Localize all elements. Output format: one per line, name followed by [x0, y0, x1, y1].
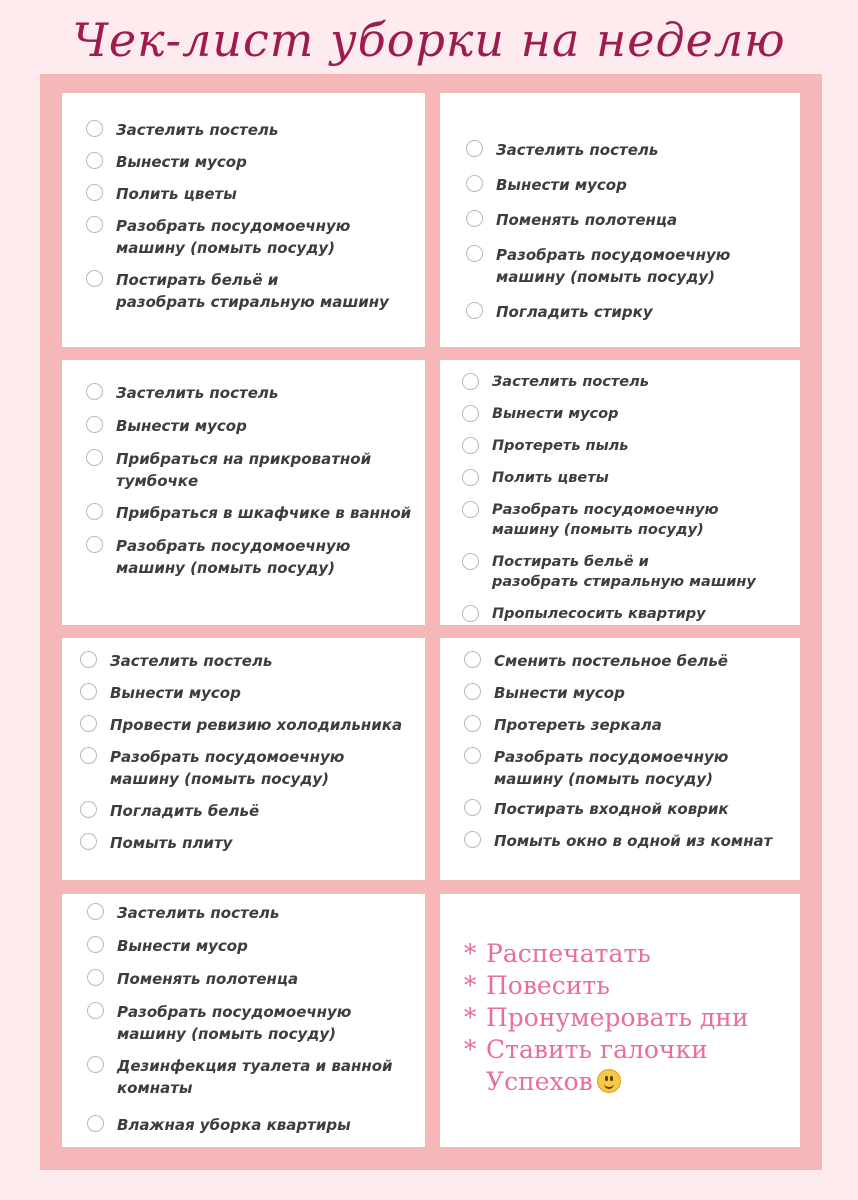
instruction-line: Успехов	[464, 1066, 796, 1098]
checkbox-circle-icon[interactable]	[462, 405, 479, 422]
checklist-item[interactable]	[462, 552, 792, 592]
smiley-icon	[597, 1069, 621, 1093]
day-card-1	[62, 93, 425, 347]
checkbox-circle-icon[interactable]	[86, 416, 103, 433]
checkbox-circle-icon[interactable]	[466, 210, 483, 227]
checkbox-circle-icon[interactable]	[80, 683, 97, 700]
checkbox-circle-icon[interactable]	[86, 152, 103, 169]
checkbox-circle-icon[interactable]	[464, 715, 481, 732]
checklist-item[interactable]	[80, 714, 417, 736]
checklist-item[interactable]	[86, 151, 417, 173]
checkbox-circle-icon[interactable]	[466, 175, 483, 192]
checklist-item[interactable]	[462, 468, 792, 488]
checklist-item[interactable]	[86, 183, 417, 205]
checklist-item[interactable]	[87, 1114, 417, 1136]
checklist-item-label: Вынести мусор	[117, 937, 248, 955]
checklist-item-label: Помыть плиту	[110, 834, 233, 852]
checkbox-circle-icon[interactable]	[464, 799, 481, 816]
checkbox-circle-icon[interactable]	[86, 503, 103, 520]
checklist-item[interactable]	[80, 682, 417, 704]
checklist-item-label: Постирать входной коврик	[494, 800, 729, 818]
day-card-3	[62, 360, 425, 625]
checklist-item-label: Вынести мусор	[492, 406, 619, 422]
checklist-item-label: Полить цветы	[492, 470, 609, 486]
checklist-item[interactable]	[466, 139, 792, 161]
day-card-6	[440, 638, 800, 880]
checklist-item-label: Полить цветы	[116, 185, 237, 203]
checklist-item-label: Вынести мусор	[496, 176, 627, 194]
checklist-item-label: Прибраться в шкафчике в ванной	[116, 504, 412, 522]
checklist-item[interactable]	[87, 1055, 417, 1099]
checklist-item[interactable]	[87, 1001, 417, 1045]
checkbox-circle-icon[interactable]	[462, 553, 479, 570]
checklist-item[interactable]	[462, 404, 792, 424]
instruction-line: * Ставить галочки	[464, 1035, 708, 1064]
checklist-item[interactable]	[86, 382, 417, 404]
checkbox-circle-icon[interactable]	[462, 437, 479, 454]
checklist-item-label: Влажная уборка квартиры	[117, 1116, 351, 1134]
checklist-item-label: Постирать бельё и разобрать стиральную машину	[116, 271, 389, 311]
checklist-item-label: Вынести мусор	[110, 684, 241, 702]
instruction-line: * Повесить	[464, 971, 610, 1000]
checklist-item-label: Пропылесосить квартиру	[492, 606, 706, 622]
checkbox-circle-icon[interactable]	[87, 1056, 104, 1073]
checklist-item[interactable]	[464, 650, 792, 672]
checklist-item[interactable]	[86, 215, 417, 259]
checklist-item-label: Поменять полотенца	[117, 970, 299, 988]
checklist-item-label: Погладить бельё	[110, 802, 260, 820]
checkbox-circle-icon[interactable]	[80, 747, 97, 764]
day-card-7	[62, 894, 425, 1147]
checklist-item[interactable]	[464, 830, 792, 852]
checkbox-circle-icon[interactable]	[462, 501, 479, 518]
checklist-item[interactable]	[86, 269, 417, 313]
checklist-item-label: Застелить постель	[117, 904, 280, 922]
instructions-card	[440, 894, 800, 1147]
checklist-item[interactable]	[462, 372, 792, 392]
checkbox-circle-icon[interactable]	[464, 651, 481, 668]
checklist-item[interactable]	[80, 800, 417, 822]
checklist-item-label: Разобрать посудомоечную машину (помыть посуду)	[492, 502, 719, 538]
checklist-item[interactable]	[462, 604, 792, 624]
checkbox-circle-icon[interactable]	[86, 449, 103, 466]
checkbox-circle-icon[interactable]	[462, 373, 479, 390]
checkbox-circle-icon[interactable]	[464, 831, 481, 848]
instructions-list	[464, 938, 796, 1098]
checklist-item[interactable]	[86, 448, 417, 492]
checklist-board	[40, 74, 822, 1170]
checklist-item[interactable]	[466, 244, 792, 288]
checklist-item[interactable]	[80, 650, 417, 672]
checklist-item[interactable]	[466, 174, 792, 196]
checklist-item-label: Протереть пыль	[492, 438, 629, 454]
checklist-item[interactable]	[80, 746, 417, 790]
checklist-item-label: Помыть окно в одной из комнат	[494, 832, 773, 850]
checkbox-circle-icon[interactable]	[462, 605, 479, 622]
checklist-item-label: Разобрать посудомоечную машину (помыть посуду)	[496, 246, 731, 286]
checkbox-circle-icon[interactable]	[86, 216, 103, 233]
checkbox-circle-icon[interactable]	[86, 383, 103, 400]
checklist-item[interactable]	[464, 746, 792, 790]
checklist-item[interactable]	[86, 535, 417, 579]
checklist-item-label: Вынести мусор	[116, 153, 247, 171]
checklist-item-label: Разобрать посудомоечную машину (помыть посуду)	[116, 217, 351, 257]
checklist-item[interactable]	[462, 436, 792, 456]
checklist-item[interactable]	[87, 902, 417, 924]
checklist-item-label: Погладить стирку	[496, 303, 653, 321]
checkbox-circle-icon[interactable]	[87, 903, 104, 920]
checklist-item[interactable]	[86, 502, 417, 524]
checklist-item[interactable]	[464, 714, 792, 736]
checklist-item-label: Застелить постель	[116, 121, 279, 139]
checklist-item-label: Разобрать посудомоечную машину (помыть посуду)	[110, 748, 345, 788]
instruction-line: * Пронумеровать дни	[464, 1003, 749, 1032]
checklist-item[interactable]	[462, 500, 792, 540]
day-card-2	[440, 93, 800, 347]
day-card-4	[440, 360, 800, 625]
checklist-item[interactable]	[466, 209, 792, 231]
checkbox-circle-icon[interactable]	[80, 651, 97, 668]
checklist-item-label: Застелить постель	[492, 374, 649, 390]
checklist-item-label: Застелить постель	[496, 141, 659, 159]
checklist-item-label: Поменять полотенца	[496, 211, 678, 229]
checklist-item[interactable]	[464, 798, 792, 820]
checkbox-circle-icon[interactable]	[466, 245, 483, 262]
checkbox-circle-icon[interactable]	[87, 936, 104, 953]
checkbox-circle-icon[interactable]	[87, 969, 104, 986]
checklist-item-label: Вынести мусор	[116, 417, 247, 435]
checkbox-circle-icon[interactable]	[86, 270, 103, 287]
checkbox-circle-icon[interactable]	[86, 536, 103, 553]
checkbox-circle-icon[interactable]	[466, 302, 483, 319]
checkbox-circle-icon[interactable]	[87, 1002, 104, 1019]
checklist-item[interactable]	[80, 832, 417, 854]
checklist-item[interactable]	[464, 682, 792, 704]
checklist-item-label: Застелить постель	[110, 652, 273, 670]
checkbox-circle-icon[interactable]	[462, 469, 479, 486]
checkbox-circle-icon[interactable]	[80, 715, 97, 732]
checkbox-circle-icon[interactable]	[464, 683, 481, 700]
checkbox-circle-icon[interactable]	[86, 120, 103, 137]
checklist-item-label: Разобрать посудомоечную машину (помыть посуду)	[116, 537, 351, 577]
instruction-line: * Распечатать	[464, 939, 651, 968]
checklist-item-label: Дезинфекция туалета и ванной комнаты	[117, 1057, 393, 1097]
checklist-item-label: Протереть зеркала	[494, 716, 662, 734]
checklist-item[interactable]	[87, 968, 417, 990]
page-title: Чек-лист уборки на неделю	[72, 13, 786, 67]
checkbox-circle-icon[interactable]	[80, 801, 97, 818]
checklist-item-label: Постирать бельё и разобрать стиральную машину	[492, 554, 756, 590]
checklist-item-label: Разобрать посудомоечную машину (помыть посуду)	[494, 748, 729, 788]
day-card-5	[62, 638, 425, 880]
checkbox-circle-icon[interactable]	[464, 747, 481, 764]
checklist-item-label: Прибраться на прикроватной тумбочке	[116, 450, 372, 490]
checkbox-circle-icon[interactable]	[80, 833, 97, 850]
checklist-item-label: Сменить постельное бельё	[494, 652, 728, 670]
checklist-item[interactable]	[87, 935, 417, 957]
checklist-item[interactable]	[86, 119, 417, 141]
checkbox-circle-icon[interactable]	[86, 184, 103, 201]
checkbox-circle-icon[interactable]	[466, 140, 483, 157]
checklist-item[interactable]	[466, 301, 792, 323]
checklist-item-label: Вынести мусор	[494, 684, 625, 702]
checkbox-circle-icon[interactable]	[87, 1115, 104, 1132]
checklist-item[interactable]	[86, 415, 417, 437]
checklist-item-label: Застелить постель	[116, 384, 279, 402]
checklist-item-label: Разобрать посудомоечную машину (помыть посуду)	[117, 1003, 352, 1043]
checklist-item-label: Провести ревизию холодильника	[110, 716, 403, 734]
